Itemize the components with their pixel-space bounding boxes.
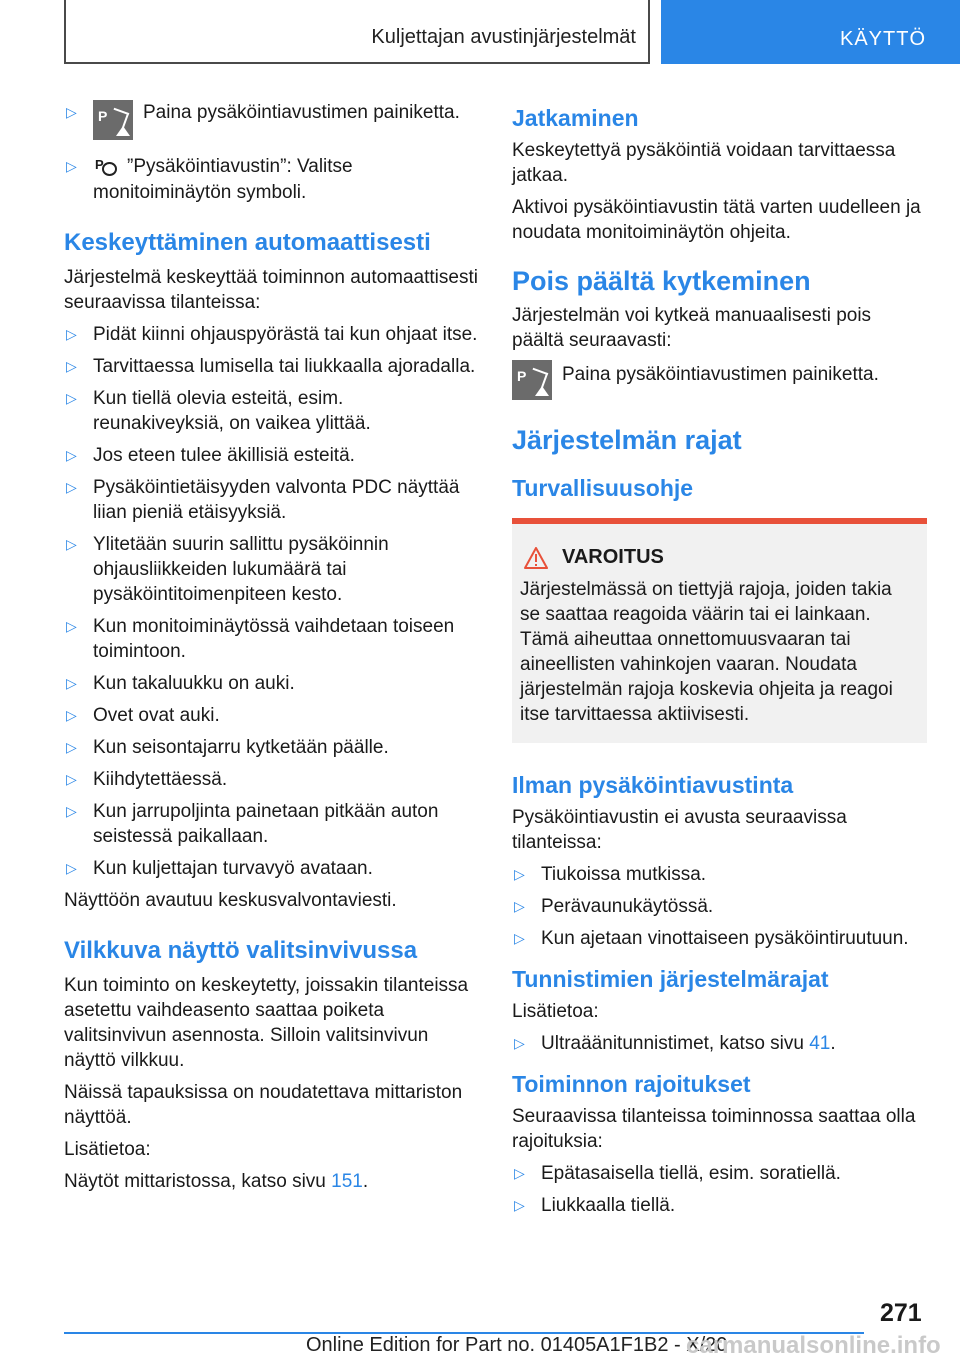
- warning-box: [512, 518, 927, 743]
- bullet-triangle-icon: ▷: [66, 707, 77, 723]
- list-item: ▷ Kun kuljettajan turvavyö avataan.: [66, 858, 373, 879]
- cross-reference: Näytöt mittaristossa, katso sivu 151.: [64, 1171, 369, 1192]
- heading-continue: Jatkaminen: [512, 105, 639, 131]
- step-text: Paina pysäköintiavustimen painiketta.: [562, 364, 879, 385]
- list-item: ▷ Ultraäänitunnistimet, katso sivu 41.: [514, 1033, 836, 1054]
- bullet-triangle-icon: ▷: [66, 326, 77, 342]
- paragraph: Lisätietoa:: [64, 1139, 151, 1160]
- interrupt-conditions-list: [64, 322, 479, 881]
- list-item: ▷ Tarvittaessa lumisella tai liukkaalla ajoradalla.: [66, 356, 476, 377]
- bullet-triangle-icon: ▷: [66, 536, 77, 552]
- bullet-triangle-icon: ▷: [514, 1035, 525, 1051]
- bullet-triangle-icon: ▷: [66, 447, 77, 463]
- bullet-triangle-icon: ▷: [66, 771, 77, 787]
- list-item: ▷ Perävaunukäytössä.: [514, 896, 714, 917]
- right-column: [512, 100, 927, 1225]
- list-item: ▷ Kun ajetaan vinottaiseen pysäköintiruutuun.: [514, 928, 909, 949]
- list-item: ▷ Jos eteen tulee äkillisiä esteitä.: [66, 445, 355, 466]
- list-item: ▷ Kun jarrupoljinta painetaan pitkään auton seistessä paikallaan.: [66, 801, 439, 847]
- step-text: Paina pysäköintiavustimen painiketta.: [143, 102, 460, 123]
- bullet-triangle-icon: ▷: [514, 898, 525, 914]
- paragraph: Näyttöön avautuu keskusvalvontaviesti.: [64, 890, 397, 911]
- left-column: [64, 100, 479, 1201]
- paragraph: Kun toiminto on keskeytetty, joissakin tilanteissa asetettu vaihdeasento saattaa poiketa valitsinvivun asennosta. Silloin valitsinvivun näyttö vilkkuu.: [64, 975, 469, 1071]
- list-item: ▷ Kun monitoiminäytössä vaihdetaan toiseen toimintoon.: [66, 616, 455, 662]
- warning-heading: [520, 546, 917, 569]
- bullet-triangle-icon: ▷: [66, 358, 77, 374]
- list-item: ▷ Ylitetään suurin sallittu pysäköinnin ohjausliikkeiden lukumäärä tai pysäköintitoimenpiteen kesto.: [66, 534, 389, 605]
- list-item: ▷ Ovet ovat auki.: [66, 705, 220, 726]
- heading-function-limits: Toiminnon rajoitukset: [512, 1071, 751, 1097]
- header-section-title: Kuljettajan avustinjärjestelmät: [371, 26, 636, 48]
- activation-steps: [64, 100, 479, 205]
- park-assist-symbol-icon: P: [93, 154, 121, 180]
- list-item: ▷ Kiihdytettäessä.: [66, 769, 228, 790]
- page-number: 271: [880, 1299, 922, 1327]
- paragraph: Lisätietoa:: [512, 1001, 599, 1022]
- heading-without-park-assist: Ilman pysäköintiavustinta: [512, 772, 794, 798]
- step-text: ”Pysäköintiavustin”: Valitse monitoiminäytön symboli.: [93, 156, 353, 203]
- list-item: [64, 100, 479, 140]
- bullet-triangle-icon: ▷: [514, 1197, 525, 1213]
- paragraph: Aktivoi pysäköintiavustin tätä varten uudelleen ja noudata monitoiminäytön ohjeita.: [512, 197, 921, 243]
- function-limits-list: [512, 1161, 927, 1218]
- list-item: ▷ Liukkaalla tiellä.: [514, 1195, 676, 1216]
- switch-off-step: [512, 360, 927, 400]
- heading-switch-off: Pois päältä kytkeminen: [512, 266, 811, 296]
- paragraph: Näissä tapauksissa on noudatettava mittariston näyttöä.: [64, 1082, 463, 1128]
- paragraph: Järjestelmä keskeyttää toiminnon automaattisesti seuraavissa tilanteissa:: [64, 267, 478, 313]
- bullet-triangle-icon: ▷: [514, 866, 525, 882]
- warning-text: Järjestelmässä on tiettyjä rajoja, joiden takia se saattaa reagoida väärin tai ei lainkaan. Tämä aiheuttaa onnettomuusvaaran tai aineellisten vahinkojen vaaran. Noudata järjestelmän rajoja koskevia ohjeita ja reagoi itse tarvittaessa aktiivisesti.: [520, 579, 893, 725]
- park-assist-button-icon: P: [512, 360, 552, 400]
- page-link-41[interactable]: 41: [809, 1033, 831, 1054]
- sensor-ref-list: [512, 1031, 927, 1056]
- paragraph: Keskeytettyä pysäköintiä voidaan tarvittaessa jatkaa.: [512, 140, 896, 186]
- heading-sensor-limits: Tunnistimien järjestelmärajat: [512, 966, 829, 992]
- bullet-triangle-icon: ▷: [66, 104, 77, 120]
- bullet-triangle-icon: ▷: [66, 860, 77, 876]
- footer-edition: Online Edition for Part no. 01405A1F1B2 - X/20: [306, 1334, 728, 1356]
- bullet-triangle-icon: ▷: [66, 390, 77, 406]
- park-assist-button-icon: P: [93, 100, 133, 140]
- bullet-triangle-icon: ▷: [514, 930, 525, 946]
- bullet-triangle-icon: ▷: [66, 739, 77, 755]
- bullet-triangle-icon: ▷: [514, 1165, 525, 1181]
- bullet-triangle-icon: ▷: [66, 618, 77, 634]
- warning-triangle-icon: [524, 547, 548, 569]
- watermark: carmanualsonline.info: [686, 1332, 941, 1359]
- list-item: ▷ Kun takaluukku on auki.: [66, 673, 295, 694]
- bullet-triangle-icon: ▷: [66, 479, 77, 495]
- list-item: ▷ Pysäköintietäisyyden valvonta PDC näyttää liian pieniä etäisyyksiä.: [66, 477, 460, 523]
- warning-title: VAROITUS: [562, 546, 664, 568]
- list-item: ▷ Pidät kiinni ohjauspyörästä tai kun ohjaat itse.: [66, 324, 478, 345]
- page-link-151[interactable]: 151: [331, 1171, 363, 1192]
- paragraph: Järjestelmän voi kytkeä manuaalisesti pois päältä seuraavasti:: [512, 305, 872, 351]
- heading-system-limits: Järjestelmän rajat: [512, 425, 742, 455]
- without-assist-list: [512, 862, 927, 951]
- heading-auto-interrupt: Keskeyttäminen automaattisesti: [64, 229, 431, 256]
- header-chapter-label: KÄYTTÖ: [839, 28, 926, 50]
- heading-safety-note: Turvallisuusohje: [512, 475, 694, 501]
- header-chapter-tab: [661, 0, 960, 64]
- paragraph: Seuraavissa tilanteissa toiminnossa saattaa olla rajoituksia:: [512, 1106, 916, 1152]
- list-item: ▷ Kun seisontajarru kytketään päälle.: [66, 737, 389, 758]
- bullet-triangle-icon: ▷: [66, 803, 77, 819]
- bullet-triangle-icon: ▷: [66, 158, 77, 174]
- list-item: ▷ Epätasaisella tiellä, esim. soratiellä.: [514, 1163, 841, 1184]
- list-item: ▷ Tiukoissa mutkissa.: [514, 864, 707, 885]
- list-item: ▷ Kun tiellä olevia esteitä, esim. reunakiveyksiä, on vaikea ylittää.: [66, 388, 371, 434]
- heading-blinking-display: Vilkkuva näyttö valitsinvivussa: [64, 937, 418, 964]
- list-item: [64, 154, 479, 205]
- paragraph: Pysäköintiavustin ei avusta seuraavissa tilanteissa:: [512, 807, 847, 853]
- page-header: [0, 0, 960, 66]
- bullet-triangle-icon: ▷: [66, 675, 77, 691]
